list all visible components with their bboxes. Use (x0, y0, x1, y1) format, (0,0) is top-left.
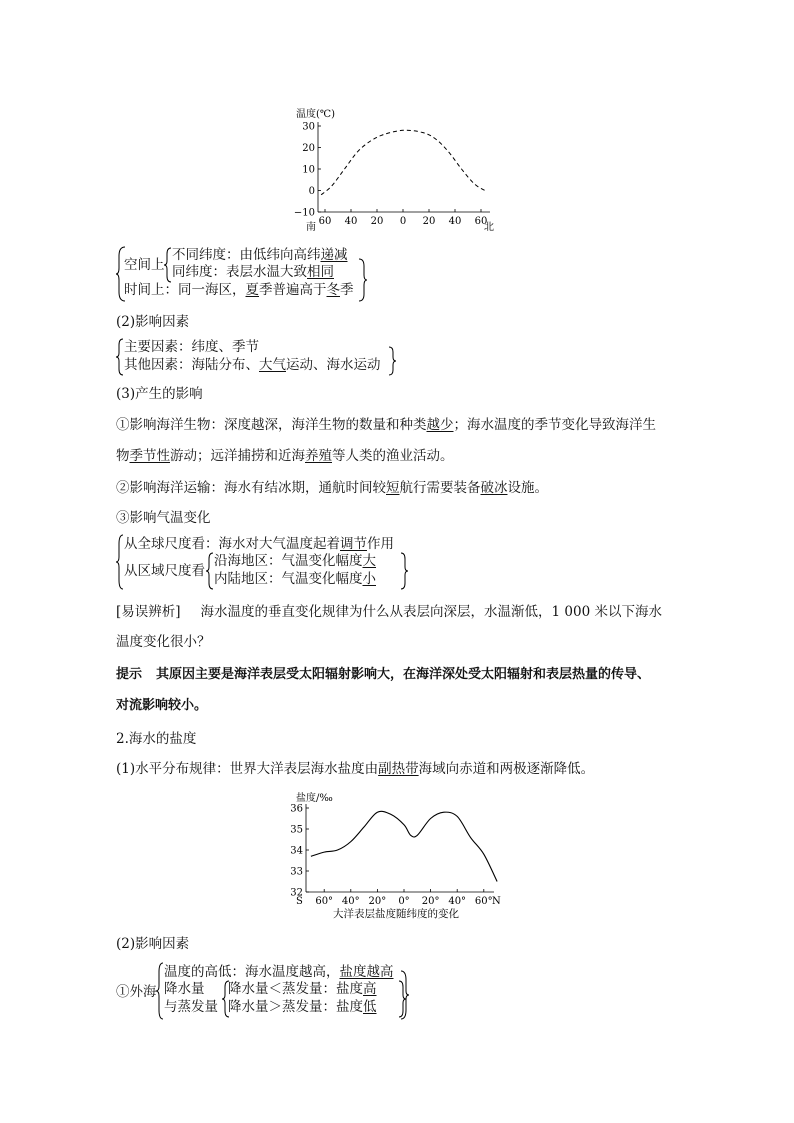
y-tick-label: 34 (290, 845, 303, 857)
case-precip-less: 降水量＜蒸发量：盐度高 (228, 981, 377, 997)
effect-3-title: ③影响气温变化 (116, 510, 211, 526)
left-brace-icon (116, 338, 124, 376)
y-tick-label: 0 (308, 186, 315, 197)
x-tick-label: 40° (448, 896, 467, 907)
keyword-decreasing: 递减 (320, 247, 348, 263)
effect-2: ②影响海洋运输：海水有结冰期，通航时间较短航行需要装备破冰设施。 (116, 480, 548, 496)
x-tick-label: 40 (448, 216, 462, 227)
y-tick-label: 30 (302, 121, 315, 133)
y-tick-label: 35 (290, 824, 303, 836)
main-factors: 主要因素：纬度、季节 (124, 339, 259, 355)
outer-sea-brace-group (116, 962, 426, 1022)
x-tick-label: 40 (344, 216, 358, 227)
precip-label-1: 降水量 (164, 981, 205, 997)
section-effects-title: (3)产生的影响 (116, 386, 203, 402)
hint-line-1: 提示 其原因主要是海洋表层受太阳辐射影响大，在海洋深处受太阳辐射和表层热量的传导、 (116, 667, 651, 682)
right-brace-icon (358, 258, 368, 302)
inner-brace-icon (206, 552, 214, 590)
salinity-title: 2.海水的盐度 (116, 731, 197, 747)
precip-label-2: 与蒸发量 (164, 999, 218, 1015)
x-tick-label: 20 (370, 216, 384, 227)
effect-1-line-1: ①影响海洋生物：深度越深，海洋生物的数量和种类越少；海水温度的季节变化导致海洋生 (116, 417, 656, 433)
temp-chart-x-right-label: 北 (484, 222, 494, 233)
x-tick-label: 20 (422, 216, 436, 227)
x-tick-label: 60 (318, 216, 332, 227)
left-brace-icon (116, 534, 124, 590)
temperature-chart (290, 104, 500, 234)
inner-brace-icon (164, 247, 172, 283)
sal-chart-ylabel: 盐度/‰ (296, 793, 333, 804)
x-tick-label: 60 (474, 216, 488, 227)
x-tick-label: 40° (341, 896, 360, 907)
right-brace-icon (400, 970, 410, 1020)
inland-area: 内陆地区：气温变化幅度小 (214, 571, 376, 587)
climate-brace-group (116, 534, 416, 594)
temp-chart-ticks (294, 122, 487, 228)
right-brace-icon (400, 552, 410, 592)
y-tick-label: 10 (302, 164, 315, 176)
sal-chart-x-left-label: S (296, 896, 303, 907)
space-line-1: 不同纬度：由低纬向高纬递减 (172, 247, 348, 263)
misc-question-line-2: 温度变化很小？ (116, 634, 211, 650)
salinity-horizontal-rule: (1)水平分布规律：世界大洋表层海水盐度由副热带海域向赤道和两极逐渐降低。 (116, 761, 595, 777)
time-line: 时间上：同一海区，夏季普遍高于冬季 (124, 282, 354, 298)
section2-factors-title: (2)影响因素 (116, 936, 190, 952)
temp-chart-series-line (321, 130, 485, 195)
y-tick-label: 32 (290, 887, 303, 899)
outer-sea-label: ①外海 (116, 984, 157, 1000)
hint-line-2: 对流影响较小。 (116, 698, 208, 713)
hint-tag: 提示 (116, 667, 143, 682)
sal-chart-title: 大洋表层盐度随纬度的变化 (333, 908, 459, 920)
temp-chart-ylabel: 温度(℃) (296, 109, 335, 120)
regional-scale-label: 从区域尺度看 (124, 563, 205, 579)
misc-question-line-1: [易误辨析] 海水温度的垂直变化规律为什么从表层向深层，水温渐低，1 000 米以下海水 (116, 604, 662, 620)
x-tick-label: 0° (398, 896, 410, 907)
other-factors: 其他因素：海陆分布、大气运动、海水运动 (124, 357, 381, 373)
y-tick-label: 33 (290, 866, 303, 878)
temp-chart-x-left-label: 南 (306, 222, 316, 233)
sal-chart-series-line (311, 811, 497, 881)
factors-brace-group (116, 338, 406, 378)
x-tick-label: 60° (474, 896, 493, 907)
salinity-chart (286, 790, 506, 924)
x-tick-label: 0 (399, 216, 407, 227)
y-tick-label: 36 (290, 803, 303, 815)
sal-chart-ticks (290, 804, 492, 908)
x-tick-label: 20° (421, 896, 440, 907)
y-tick-label: 20 (302, 143, 315, 154)
space-label: 空间上 (124, 257, 165, 273)
sal-chart-x-right-label: N (492, 896, 501, 907)
effect-1-line-2: 物季节性游动；远洋捕捞和近海养殖等人类的渔业活动。 (116, 448, 454, 464)
x-tick-label: 60° (315, 896, 334, 907)
left-brace-icon (156, 962, 164, 1020)
right-brace-icon (388, 346, 396, 376)
x-tick-label: 20° (368, 896, 387, 907)
temperature-factor: 温度的高低：海水温度越高，盐度越高 (164, 964, 394, 980)
space-line-2: 同纬度：表层水温大致相同 (172, 264, 334, 280)
y-tick-label: −10 (293, 207, 315, 219)
case-precip-more: 降水量＞蒸发量：盐度低 (228, 999, 377, 1015)
section-factors-title: (2)影响因素 (116, 314, 190, 330)
coastal-area: 沿海地区：气温变化幅度大 (214, 553, 376, 569)
temp-distribution-brace-group (116, 246, 376, 304)
misc-tag: [易误辨析] (116, 604, 181, 620)
global-scale: 从全球尺度看：海水对大气温度起着调节作用 (124, 536, 394, 552)
keyword-same: 相同 (307, 264, 334, 280)
